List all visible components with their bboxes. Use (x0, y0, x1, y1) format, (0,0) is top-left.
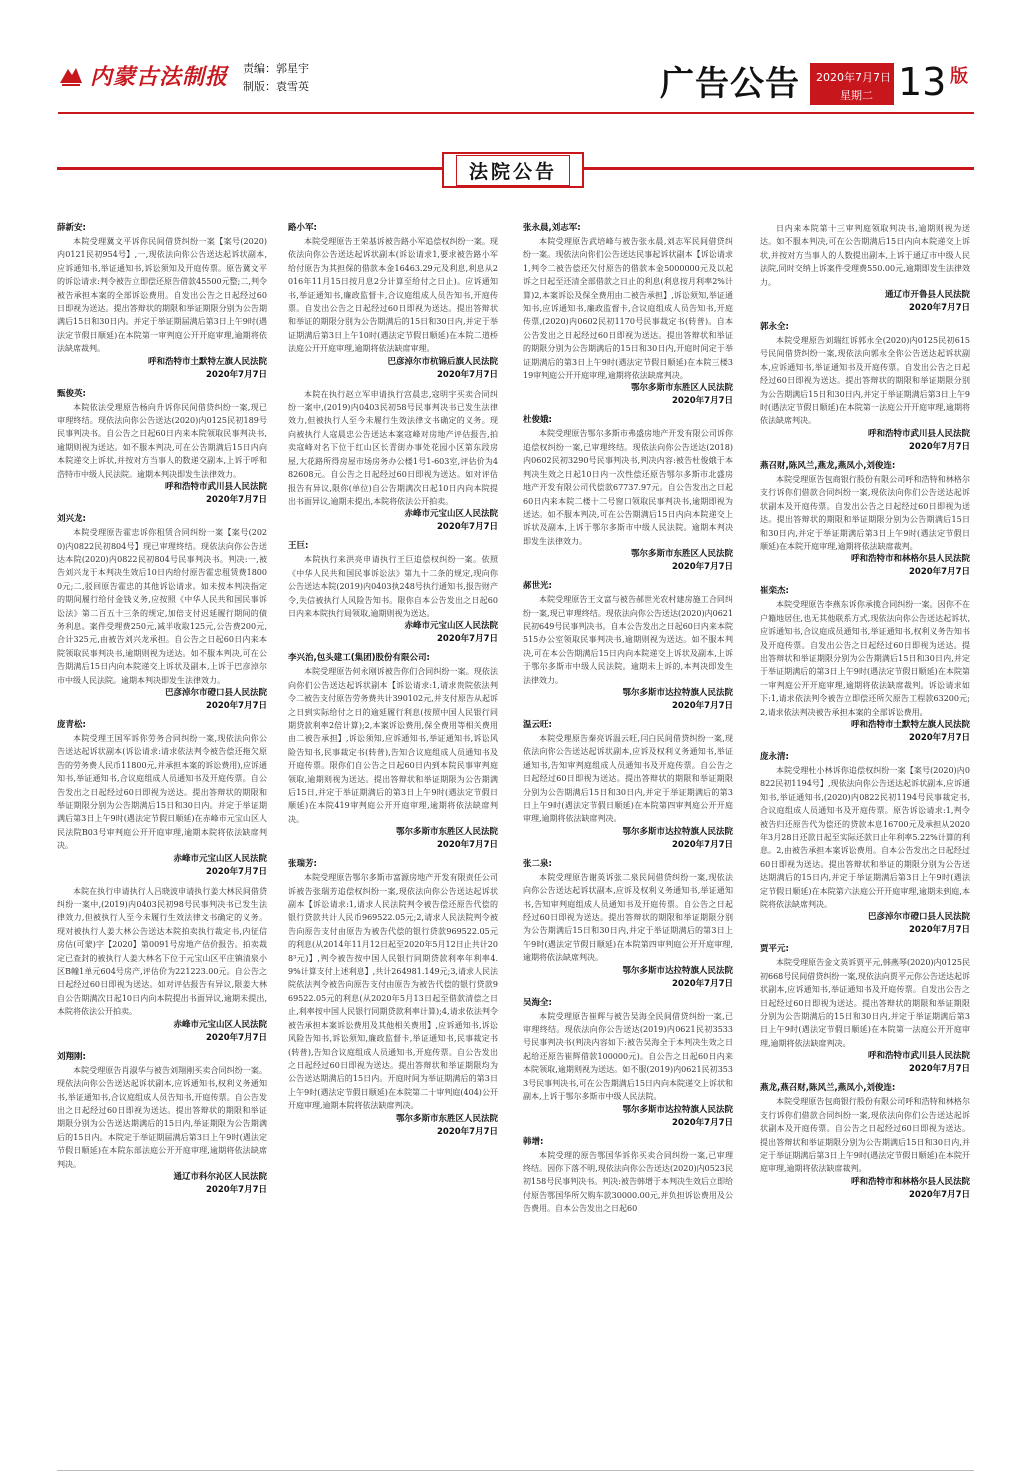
masthead-divider (58, 112, 974, 114)
notice-addressee: 韩增: (523, 1136, 544, 1147)
notice-court: 呼和浩特市和林格尔县人民法院 (850, 554, 970, 565)
notice-addressee: 郭永全: (760, 322, 789, 333)
notice-addressee: 刘翔刚: (57, 1051, 86, 1062)
notice-body: 本院受理原告霍忠诉你租赁合同纠纷一案【案号(2020)内0822民初804号】现已审理终结。现依法向你公告送达本院(2020)内0822民初804号民事判决书。判决:一,被告刘兴龙于本判决生效后10日内给付原告霍忠租赁费18000元;二,驳回原告霍忠的其他诉讼请求。如未按本判决指定的期间履行给付金钱义务,应按照《中华人民共和国民事诉讼法》第二百五十三条的规定,加倍支付迟延履行期间的债务利息。案件受理费250元,减半收取125元,公告费200元,合计325元,由被告刘兴龙承担。自公告之日起60日内来本院领取民事判决书,逾期则视为送达。如不服本判决,可在公告期满后15日内向本院递交上诉状及副本,上诉于巴彦淖尔市中级人民法院。逾期本判决即发生法律效力。 (57, 528, 267, 685)
notice-date: 2020年7月7日 (672, 1117, 733, 1128)
court-notice (760, 585, 970, 745)
page-bottom-rule (57, 1470, 974, 1471)
notice-addressee: 薛新安: (57, 223, 86, 233)
notice-body: 本院受理原告武培峰与被告张永晨,刘志军民间借贷纠纷一案。现依法向你们公告送达民事起诉状副本【诉讼请求1,判令二被告偿还欠付原告的借款本金5000000元及以起诉之日起至还清全部借款之日止的利息(利息按月利率2%计算)2,本案诉讼及保全费用由二被告承担】,诉讼须知,举证通知书,应诉通知书,廉政监督卡,合议庭组成人员告知书,开庭传票,(2020)内0602民初1170号民事裁定书(转普)。自本公告发出之日起经过60日即视为送达。提出答辩状和举证的期限分别为公告期满后的15日和30日内,开庭时间定于举证期满后的第3日上午9时(遇法定节假日顺延)在本院三楼319审判庭公开开庭审理,逾期将依法缺席判决。 (523, 237, 733, 381)
court-notice (523, 997, 733, 1130)
court-notice (523, 580, 733, 713)
newspaper-logo (58, 60, 228, 91)
court-notice (288, 388, 498, 535)
notice-date: 2020年7月7日 (909, 567, 970, 578)
notice-court: 通辽市开鲁县人民法院 (884, 290, 970, 301)
notice-body: 本院在执行赵立军申请执行宫晨忠,寇明宇买卖合同纠纷一案中,(2019)内0403民初58号民事判决书已发生法律效力,但被执行人至今未履行生效法律文书确定的义务。现向被执行人寇晨忠公告送达本案寇峰对房地产评估报告,拍卖寇峰对名下位于红山区长青街办事处花园小区第东段房屋,大花路所得房屋市场房务办公楼1号1-603室,评估价为482608元。自公告之日起经过60日即视为送达。如对评估报告有异议,限你(单位)自公告期满次日起10日内向本院提出书面异议,逾期未提出,本院将依法公开拍卖。 (288, 389, 498, 506)
notice-addressee: 张瑞芳: (288, 859, 317, 870)
court-notice (288, 652, 498, 852)
notice-addressee: 路小军: (288, 223, 317, 233)
notice-court: 赤峰市元宝山区人民法院 (173, 853, 267, 864)
notice-court: 鄂尔多斯市东胜区人民法院 (630, 383, 733, 394)
notice-body: 本院受理原告刘瑞红诉郭永全(2020)内0125民初615号民间借贷纠纷一案,现依法向郭永全你公告送达起诉状副本,应诉通知书,举证通知书及开庭传票。自发出公告之日起经过60日即视为送达。提出答辩状的期限和举证期限分别为公告期满后15日和30日内,并定于举证期满后第3日上午9时(遇法定节假日顺延)在本院第一法庭公开开庭审理,逾期将依法缺席判决。 (760, 336, 970, 426)
notice-column-1 (57, 222, 267, 1462)
notice-addressee: 刘兴龙: (57, 514, 86, 525)
notice-date: 2020年7月7日 (437, 634, 498, 645)
court-notice (57, 719, 267, 879)
notice-court: 鄂尔多斯市东胜区人民法院 (395, 1113, 498, 1124)
notice-date: 2020年7月7日 (206, 866, 267, 877)
notice-addressee: 庞青松: (57, 719, 86, 730)
court-notice (57, 885, 267, 1045)
notice-addressee: 燕召财,陈风兰,燕龙,燕凤小,刘俊连: (760, 460, 896, 471)
notice-court: 呼和浩特市土默特左旗人民法院 (147, 356, 267, 367)
court-notice (288, 540, 498, 646)
page-number: 13 (898, 60, 947, 104)
notice-addressee: 杜俊娥: (523, 415, 552, 426)
notice-date: 2020年7月7日 (672, 562, 733, 573)
court-notice (523, 1136, 733, 1216)
notice-body: 本院受理的原告鄂国华诉你买卖合同纠纷一案,已审理终结。因你下落不明,现依法向你公告送达(2020)内0523民初158号民事判决书。判决:被告韩增于本判决生效后立即给付原告鄂国华所欠购车款30000.00元,并负担诉讼费用及公告费用。自本公告发出之日起60 (523, 1150, 733, 1214)
notice-body: 本院受理杜小林诉你追偿权纠纷一案【案号(2020)内0822民初1194号】,现依法向你公告送达起诉状副本,应诉通知书,举证通知书,(2020)内0822民初1194号民事裁定书,合议庭组成人员通知书及开庭传票。原告诉讼请求:1,判令被告归还原告代为偿还的贷款本息16700元及承担从2020年3月28日还款日起至实际还款日止年利率5.22%计算的利息。2,由被告承担本案诉讼费用。自本公告发出之日起经过60日即视为送达。提出答辩状和举证的期限分别为公告送达期满后的15日内,并定于举证期满后第3日上午9时(遇法定节假日顺延)在本院第六法庭公开开庭审理,逾期未到庭,本院将依法缺席判决。 (760, 765, 970, 910)
editor-credits (243, 60, 309, 96)
notice-addressee: 贾平元: (760, 944, 789, 955)
notice-court: 赤峰市元宝山区人民法院 (404, 621, 498, 632)
notice-court: 鄂尔多斯市达拉特旗人民法院 (622, 965, 733, 976)
notice-body: 本院受理冀文平诉你民间借贷纠纷一案【案号(2020)内0121民初954号】,一,现依法向你公告送达起诉状副本,应诉通知书,举证通知书,诉讼须知及开庭传票。原告冀文平的诉讼请求:判令被告立即偿还原告借款45500元整;二,判令被告承担本案的全部诉讼费用。自发出公告之日起经过60日即视为送达。提出答辩状的期限和举证期限分别为公告期满后15日和30日内。并定于举证期届满后第3日上午9时(遇法定节假日顺延)在本院第一审判庭公开开庭审理,逾期将依法缺席裁判。 (57, 237, 267, 354)
notice-addressee: 甄俊英: (57, 388, 86, 399)
notice-date: 2020年7月7日 (672, 700, 733, 711)
notice-court: 呼和浩特市武川县人民法院 (164, 482, 267, 493)
court-notice (57, 1051, 267, 1197)
banner-rule-right (580, 167, 974, 170)
notice-date: 2020年7月7日 (437, 840, 498, 851)
notice-date: 2020年7月7日 (909, 1189, 970, 1200)
notice-date: 2020年7月7日 (206, 495, 267, 506)
court-notice (760, 460, 970, 579)
notice-addressee: 张二泉: (523, 858, 552, 869)
notice-date: 2020年7月7日 (909, 732, 970, 743)
notice-body: 本院受理原告包商银行股份有限公司呼和浩特和林格尔支行诉你们借款合同纠纷一案,现依法向你们公告送达起诉状副本及开庭传票。自公告之日起经过60日即视为送达。提出答辩状和举证期限分别为公告期满后15日和30日内,并定于举证期满后第3日上午9时(遇法定节假日顺延)在本院开庭审理,逾期将依法缺席裁判。 (760, 1097, 970, 1174)
page-suffix: 版 (950, 66, 968, 87)
notice-court: 鄂尔多斯市达拉特旗人民法院 (622, 1104, 733, 1115)
section-title: 广告公告 (660, 64, 800, 104)
court-notice (288, 858, 498, 1138)
notice-court: 通辽市科尔沁区人民法院 (173, 1171, 267, 1182)
notice-date: 2020年7月7日 (206, 369, 267, 380)
notice-addressee: 温云旺: (523, 719, 552, 730)
notice-court: 巴彦淖尔市磴口县人民法院 (867, 912, 970, 923)
notice-body: 本院受理原告谢英诉张二泉民间借贷纠纷一案,现依法向你公告送达起诉状副本,应诉及权利义务通知书,举证通知书,告知审判庭组成人员通知书及开庭传票。自公告之日起经过60日即视为送达。提出答辩状的期限和举证期限分别为公告期满后15日和30日内,并定于举证期满后的第3日上午9时(遇法定节假日顺延)在本院第四审判庭公开开庭审理,逾期将依法缺席判决。 (523, 872, 733, 963)
notice-body: 本院受理原告王荣基诉被告路小军追偿权纠纷一案。现依法向你公告送达起诉状副本(诉讼请求1,要求被告路小军给付原告为其担保的借款本金16463.29元及利息,利息从2016年11月15日按月息2分计算至给付之日止)。应诉通知书,举证通知书,廉政监督卡,合议庭组成人员告知书,开庭传票。自发出公告之日起经过60日即视为送达。提出答辩状和举证的期限分别为公告期满后的15日和30日内,并定于举证期满后第3日上午10时(遇法定节假日顺延)在本院二道桥法庭公开开庭审理,逾期将依法缺席审理。 (288, 237, 498, 354)
notice-addressee: 庞永清: (760, 751, 789, 762)
notice-column-2 (288, 222, 498, 1462)
notice-date: 2020年7月7日 (206, 1032, 267, 1043)
court-notice (523, 222, 733, 408)
notice-addressee: 吴海全: (523, 997, 552, 1008)
notice-court: 呼和浩特市和林格尔县人民法院 (850, 1176, 970, 1187)
notice-date: 2020年7月7日 (672, 396, 733, 407)
banner-rule-left (57, 167, 442, 170)
notice-addressee: 燕龙,燕召财,陈风兰,燕凤小,刘俊连: (760, 1083, 896, 1094)
court-notice (760, 751, 970, 937)
notice-court: 鄂尔多斯市东胜区人民法院 (395, 827, 498, 838)
court-notice (760, 321, 970, 454)
masthead (0, 0, 1024, 125)
notice-date: 2020年7月7日 (437, 369, 498, 380)
notice-body: 本院受理原告鄂尔多斯市弗盛房地产开发有限公司诉你追偿权纠纷一案,已审理终结。现依法向你公告送达(2018)内0602民初3290号民事判决书,判决内容:被告杜俊娥于本判决生效之日起10日内一次性偿还原告鄂尔多斯市北盛房地产开发有限公司代偿款67737.97元。自公告发出之日起60日内来本院二楼十二号窗口领取民事判决书,逾期即视为送达。如不服本判决,可在公告期满后15日内向本院递交上诉状及副本,上诉于鄂尔多斯市中级人民法院。逾期本判决即发生法律效力。 (523, 429, 733, 546)
newspaper-name: 内蒙古法制报 (90, 64, 229, 90)
notice-addressee: 李兴治,包头建工(集团)股份有限公司: (288, 653, 430, 664)
notice-body: 本院受理原告李燕东诉你承揽合同纠纷一案。因你不在户籍地居住,也无其他联系方式,现依法向你公告送达起诉状,应诉通知书,合议庭成员通知书,举证通知书,权利义务告知书及开庭传票。自发出公告之日起经过60日即视为送达。提出答辩状和举证期限分别为公告期满后15日和30日内,并定于举证期满后的第3日上午9时(遇法定节假日顺延)在本院第一审判庭公开开庭审理,逾期将依法缺席裁判。诉讼请求如下:1,请求依法判令被告立即偿还所欠原告工程款63200元;2,请求依法判决被告承担本案的全部诉讼费用。 (760, 600, 970, 717)
court-notice (523, 414, 733, 574)
notice-court: 鄂尔多斯市东胜区人民法院 (630, 549, 733, 560)
court-notice (760, 1082, 970, 1201)
notice-date: 2020年7月7日 (909, 441, 970, 452)
court-notice (523, 719, 733, 852)
notice-court: 呼和浩特市土默特左旗人民法院 (850, 719, 970, 730)
notice-date: 2020年7月7日 (909, 303, 970, 314)
notice-body: 本院执行来洪亮申请执行王巨追偿权纠纷一案。依照《中华人民共和国民事诉讼法》第九十二条的规定,现向你公告送达本院(2019)内0403执248号执行通知书,报告财产令,失信被执行人风险告知书。限你自本公告发出之日起60日内来本院执行局领取,逾期则视为送达。 (288, 555, 498, 618)
notice-date: 2020年7月7日 (909, 925, 970, 936)
notice-body: 本院在执行申请执行人吕晓波申请执行姜大林民间借贷纠纷一案中,(2019)内0403民初98号民事判决书已发生法律效力,但被执行人至今未履行生效法律文书确定的义务。现对被执行人姜大林公告送达本院拍卖执行裁定书,内征信房估(可蒙)字【2020】第0091号房地产估价报告。拍卖裁定已查封的被执行人姜大林名下位于元宝山区平庄镇清泉小区B幢1单元604号房产,评估价为221223.00元。自公告之日起经过60日即视为送达。如对评估报告有异议,限姜大林自公告期满次日起10日内向本院提出书面异议,逾期未提出,本院将依法公开拍卖。 (57, 886, 267, 1017)
court-notice (57, 513, 267, 713)
notice-court: 呼和浩特市武川县人民法院 (867, 1051, 970, 1062)
notice-addressee: 张永晨,刘志军: (523, 223, 581, 233)
notice-addressee: 王巨: (288, 541, 309, 552)
notice-date: 2020年7月7日 (437, 1126, 498, 1137)
logo-emblem-icon (58, 65, 84, 87)
notice-body: 日内来本院第十三审判庭领取判决书,逾期则视为送达。如不服本判决,可在公告期满后15日内向本院递交上诉状,并按对方当事人的人数提出副本,上诉于通辽市中级人民法院,同时交纳上诉案件受理费550.00元,逾期即发生法律效力。 (760, 224, 970, 287)
court-notice-banner (442, 152, 584, 188)
editor-line: 责编：郭星宇 (243, 62, 309, 75)
court-notice (523, 858, 733, 991)
notice-body: 本院受理王国军诉你劳务合同纠纷一案,现依法向你公告送达起诉状副本(诉讼请求:请求依法判令被告偿还拖欠原告的劳务费人民币11800元,并承担本案的诉讼费用),应诉通知书,举证通知书,合议庭组成人员通知书及开庭传票。自公告发出之日起经过60日即视为送达。提出答辩状的期限和举证期限分别为公告期满后15日和30日内。并定于举证期满后第3日上午9时(遇法定节假日顺延)在赤峰市元宝山区人民法院B03号审判庭公开开庭审理,逾期本院将依法缺席判决。 (57, 733, 267, 851)
notice-court: 鄂尔多斯市达拉特旗人民法院 (622, 687, 733, 698)
notice-body: 本院受理原告秦亮诉温云旺,闫白民间借贷纠纷一案,现依法向你公告送达起诉状副本,应诉及权利义务通知书,举证通知书,告知审判庭组成人员通知书及开庭传票。自公告之日起经过60日即视为送达。提出答辩状的期限和举证期限分别为公告期满后15日和30日内,并定于举证期满后的第3日上午9时(遇法定节假日顺延)在本院第四审判庭公开开庭审理,逾期将依法缺席判决。 (523, 733, 733, 824)
notice-date: 2020年7月7日 (909, 1064, 970, 1075)
notice-court: 赤峰市元宝山区人民法院 (173, 1019, 267, 1030)
notice-body: 本院受理原告崔辉与被告吴海全民间借贷纠纷一案,已审理终结。现依法向你公告送达(2019)内0621民初3533号民事判决书(判决内容如下:被告吴海全于本判决生效之日起给还原告崔辉借款100000元)。自公告之日起60日内来本院领取,逾期则视为送达。如不服(2019)内0621民初3533号民事判决书,可在公告期满后15日内向本院递交上诉状和副本,上诉于鄂尔多斯市中级人民法院。 (523, 1011, 733, 1102)
notice-addressee: 郝世光: (523, 581, 552, 592)
notice-body: 本院受理原告包商银行股份有限公司呼和浩特和林格尔支行诉你们借款合同纠纷一案,现依法向你们公告送达起诉状副本及开庭传票。自发出公告之日起经过60日即视为送达。提出答辩状的期限和举证期限分别为公告期满后15日和30日内,并定于举证期满后第3日上午9时(遇法定节假日顺延)在本院开庭审理,逾期将依法缺席裁判。 (760, 474, 970, 551)
producer-line: 制版：袁雪英 (243, 80, 309, 93)
court-notice (760, 943, 970, 1076)
court-notice (288, 222, 498, 382)
issue-date-box (810, 63, 894, 105)
court-notice (760, 222, 970, 315)
notice-court: 巴彦淖尔市磴口县人民法院 (164, 687, 267, 698)
banner-title: 法院公告 (456, 155, 570, 186)
notice-addressee: 崔栾杰: (760, 586, 789, 597)
notice-body: 本院受理原告何永刚诉被告你们合同纠纷一案。现依法向你们公告送达起诉状副本【诉讼请求:1,请求贵院依法判令二被告支付原告劳务费共计390102元,并支付原告从起诉之日到实际给付之日的逾延履行利息(按照中国人民银行同期贷款利率2倍计算);2,本案诉讼费用,保全费用等相关费用由二被告承担】,诉讼须知,应诉通知书,举证通知书,诉讼风险告知书,民事裁定书(转普),告知合议庭组成人员通知书及开庭传票。限你们自公告之日起60日内到本院民事审判庭领取,逾期则视为送达。提出答辩状和举证期限为公告期满后15日,并定于举证期满后的第3日上午9时(遇法定节假日顺延)在本院419审判庭公开开庭审理,逾期将依法缺席判决。 (288, 667, 498, 824)
notice-body: 本院受理原告王文富与被告郝世光农村建房施工合同纠纷一案,现已审理终结。现依法向你公告送达(2020)内0621民初649号民事判决书。自本公告发出之日起60日内来本院515办公室领取民事判决书,逾期则视为送达。如不服本判决,可在本公告期满后15日内向本院递交上诉状及副本,上诉于鄂尔多斯市中级人民法院。逾期未上诉的,本判决即发生法律效力。 (523, 595, 733, 685)
notice-court: 呼和浩特市武川县人民法院 (867, 428, 970, 439)
notice-column-4 (760, 222, 970, 1462)
notice-date: 2020年7月7日 (672, 839, 733, 850)
issue-date: 2020年7月7日 (816, 71, 891, 84)
notice-court: 赤峰市元宝山区人民法院 (404, 509, 498, 520)
notice-column-3 (523, 222, 733, 1462)
notice-date: 2020年7月7日 (206, 700, 267, 711)
notice-body: 本院受理原告金文英诉贾平元,韩燕琴(2020)内0125民初668号民间借贷纠纷一案,现依法向贾平元你公告送达起诉状副本,应诉通知书,举证通知书及开庭传票。自发出公告之日起经过60日即视为送达。提出答辩状的期限和举证期限分别为公告期满后的15日和30日内,并定于举证期满后第3日上午9时(遇法定节假日顺延)在本院第一法庭公开开庭审理,逾期将依法缺席判决。 (760, 958, 970, 1048)
notice-date: 2020年7月7日 (437, 522, 498, 533)
notice-body: 本院受理原告肖淑华与被告刘翔刚买卖合同纠纷一案。现依法向你公告送达起诉状副本,应诉通知书,权利义务通知书,举证通知书,合议庭组成人员告知书,开庭传票。自公告发出之日起经过60日即视为送达。提出答辩状的期限和举证期限分别为公告送达期满后的15日内,举证期限为公告期满后的15日内。本院定于举证期届满后第3日上午9时(遇法定节假日顺延)在本院东部法庭公开开庭审理,逾期将依法缺席判决。 (57, 1065, 267, 1169)
notice-body: 本院受理原告鄂尔多斯市富源房地产开发有限责任公司诉被告张瑞芳追偿权纠纷一案,现依法向你公告送达起诉状副本【诉讼请求:1,请求人民法院判令被告偿还原告代偿的银行贷款共计人民币969522.05元;2,请求人民法院判令被告向原告支付由原告为被告代偿的银行贷款969522.05元的利息(从2014年11月12日起至2020年5月12日止共计208³元)】,判令被告按中国人民银行同期贷款利率年利率4.9%计算支付上述利息】,共计264981.149元;3,请求人民法院依法判令被告向原告支付由原告为被告代偿的银行贷款969522.05元的利息(从2020年5月13日起至借款清偿之日止,利率按中国人民银行同期贷款利率计算);4,请求依法判令被告承担本案诉讼费用及其他相关费用】,应诉通知书,诉讼风险告知书,诉讼须知,廉政监督卡,举证通知书,民事裁定书(转普),告知合议庭组成人员通知书,开庭传票。自公告发出之日起经过60日即视为送达。提出答辩状和举证期限均为公告送达期满后的15日内。开庭时间为举证期满后的第3日上午9时(遇法定节假日顺延)在本院第二十审判庭(404)公开开庭审理,逾期本院将依法缺席判决。 (288, 873, 498, 1111)
notice-body: 本院依法受理原告杨向升诉你民间借贷纠纷一案,现已审理终结。现依法向你公告送达(2020)内0125民初189号民事判决书。自公告之日起60日内来本院领取民事判决书,逾期则视为送达。如不服本判决,可在公告期满后15日内向本院递交上诉状,并按对方当事人的数递交副本,上诉于呼和浩特市中级人民法院。逾期本判决即发生法律效力。 (57, 402, 267, 479)
court-notice (57, 388, 267, 507)
issue-weekday: 星期二 (840, 89, 873, 102)
notice-date: 2020年7月7日 (672, 978, 733, 989)
notice-court: 巴彦淖尔市杭锦后旗人民法院 (387, 356, 498, 367)
notice-date: 2020年7月7日 (206, 1184, 267, 1195)
notice-court: 鄂尔多斯市达拉特旗人民法院 (622, 826, 733, 837)
court-notice (57, 222, 267, 382)
